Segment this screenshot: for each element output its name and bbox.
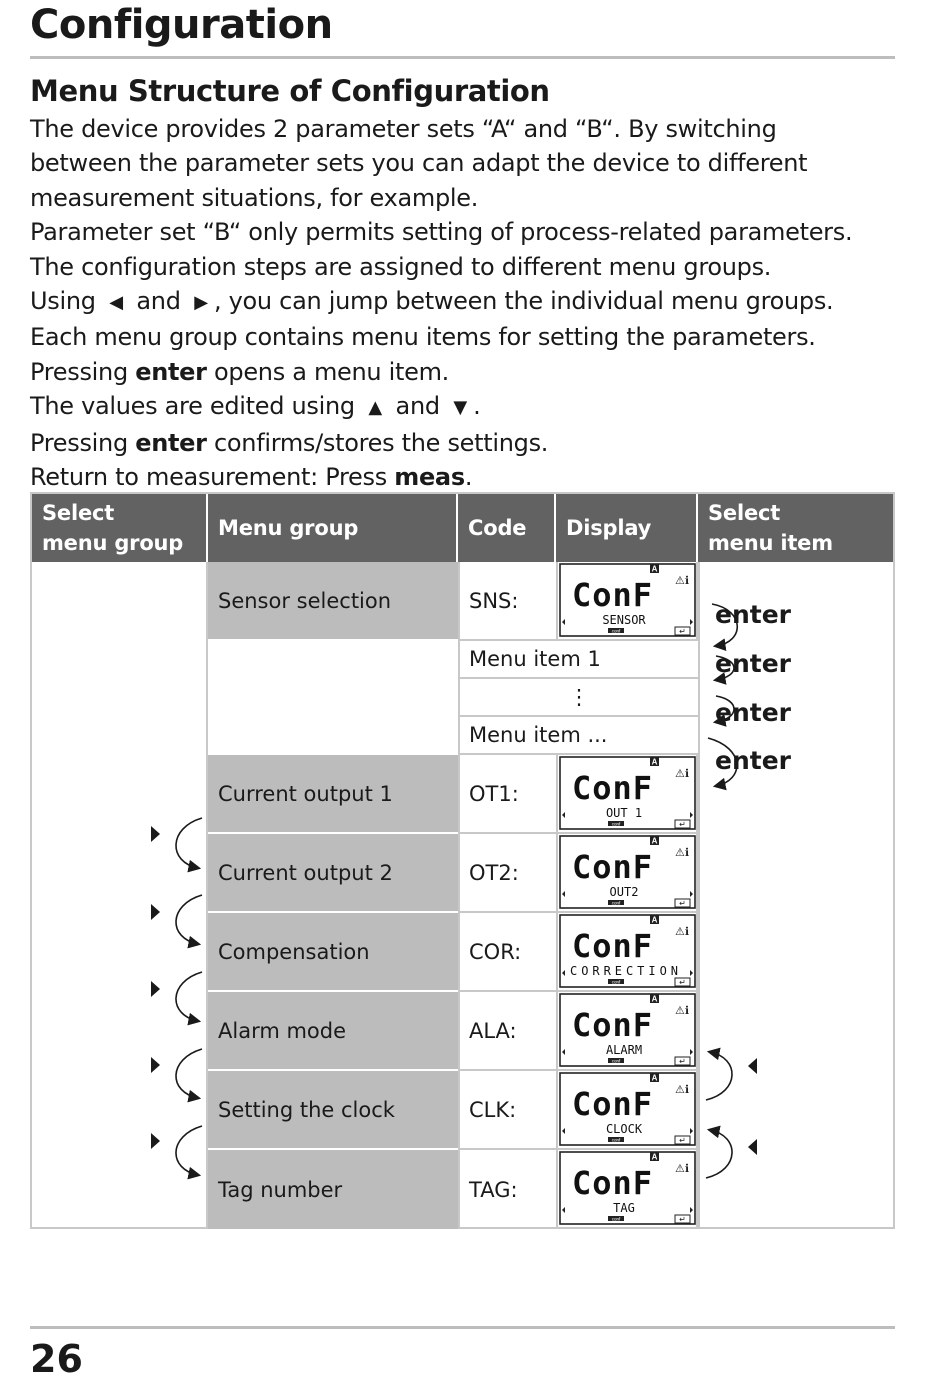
curved-down-arrow-icon xyxy=(176,895,202,944)
text-span: confirms/stores the settings. xyxy=(206,428,549,457)
curved-down-arrow-icon xyxy=(176,972,202,1021)
menu-group-cell: Setting the clock xyxy=(208,1071,458,1150)
lcd-main-text: ConF xyxy=(572,1006,654,1044)
conf-mode-label: conf xyxy=(611,821,621,827)
warning-info-icon: ⚠ℹ xyxy=(674,1083,690,1096)
group-jump-arrows xyxy=(176,818,202,1175)
menu-item-1: Menu item 1 xyxy=(458,641,698,679)
paragraph-line: The device provides 2 parameter sets “A“ and “B“. By switching xyxy=(30,115,777,143)
enter-label: enter xyxy=(715,600,791,629)
menu-item-ellipsis: ⋮ xyxy=(458,679,698,717)
code-cell: OT1: xyxy=(458,755,556,834)
enter-key-icon: ↵ xyxy=(679,899,686,908)
page-title: Configuration xyxy=(30,2,333,48)
enter-arrows-group xyxy=(708,604,737,786)
right-key-icon xyxy=(151,1057,160,1073)
text-span: Pressing xyxy=(30,428,136,457)
menu-group-cell: Current output 2 xyxy=(208,834,458,913)
right-key-icon xyxy=(151,904,160,920)
text-span: . xyxy=(464,463,473,492)
lcd-sub-text: OUT2 xyxy=(609,885,639,899)
page-number: 26 xyxy=(30,1337,83,1381)
text-span: Pressing xyxy=(30,357,136,386)
lcd-sub-text: TAG xyxy=(613,1201,635,1215)
lcd-sub-text: OUT 1 xyxy=(605,806,643,820)
menu-group-cell: Alarm mode xyxy=(208,992,458,1071)
curved-down-arrow-icon xyxy=(176,1126,202,1175)
lcd-sub-text: SENSOR xyxy=(602,613,646,627)
enter-key-icon: ↵ xyxy=(679,1215,686,1224)
enter-key-icon: ↵ xyxy=(679,820,686,829)
header-code: Code xyxy=(456,494,556,562)
param-set-label: A xyxy=(651,1073,658,1083)
lcd-sub-text: CORRECTION xyxy=(570,964,678,978)
code-cell: SNS: xyxy=(458,562,556,641)
right-key-icon xyxy=(151,981,160,997)
lcd-main-text: ConF xyxy=(572,1164,654,1202)
right-key-icons xyxy=(151,826,160,1149)
right-key-icon xyxy=(151,826,160,842)
lcd-main-text: ConF xyxy=(572,769,654,807)
text-span: opens a menu item. xyxy=(206,357,450,386)
up-arrow-icon: ▲ xyxy=(368,397,382,419)
param-set-label: A xyxy=(651,836,658,846)
conf-mode-label: conf xyxy=(611,628,621,634)
right-arrow-icon: ▶ xyxy=(194,292,208,314)
menu-group-cell: Compensation xyxy=(208,913,458,992)
left-key-icon xyxy=(748,1139,757,1155)
menu-group-cell: Sensor selection xyxy=(208,562,458,641)
enter-key-icon: ↵ xyxy=(679,1057,686,1066)
lcd-main-text: ConF xyxy=(572,576,654,614)
conf-mode-label: conf xyxy=(611,979,621,985)
enter-label: enter xyxy=(715,649,791,678)
footer-divider xyxy=(30,1326,895,1329)
menu-item-last: Menu item ... xyxy=(458,717,698,755)
enter-key-icon: ↵ xyxy=(679,627,686,636)
lcd-sub-text: ALARM xyxy=(605,1043,643,1057)
code-cell: ALA: xyxy=(458,992,556,1071)
header-text: menu group xyxy=(42,531,184,555)
warning-info-icon: ⚠ℹ xyxy=(674,1004,690,1017)
enter-arrow-icon xyxy=(708,738,737,786)
enter-key-icon: ↵ xyxy=(679,978,686,987)
curved-down-arrow-icon xyxy=(176,1049,202,1098)
text-span: , you can jump between the individual menu groups. xyxy=(213,287,834,316)
text-span: . xyxy=(473,392,481,421)
enter-arrow-icon xyxy=(716,696,734,722)
text-span: The values are edited using xyxy=(30,392,355,421)
enter-key-label: enter xyxy=(135,428,207,457)
left-arrow-icon: ◀ xyxy=(109,292,123,314)
curved-up-arrow-icon xyxy=(706,1052,732,1100)
enter-arrow-icon xyxy=(712,604,737,646)
header-text: menu item xyxy=(708,531,833,555)
text-span: Return to measurement: Press xyxy=(30,463,395,492)
conf-mode-label: conf xyxy=(611,1058,621,1064)
enter-key-icon: ↵ xyxy=(679,1136,686,1145)
paragraph-line: The configuration steps are assigned to different menu groups. xyxy=(30,252,772,281)
meas-key-label: meas xyxy=(394,463,465,492)
enter-label: enter xyxy=(715,698,791,727)
group-return-arrows xyxy=(706,1052,732,1178)
paragraph-line: measurement situations, for example. xyxy=(30,183,479,212)
warning-info-icon: ⚠ℹ xyxy=(674,925,690,938)
text-span: and xyxy=(136,287,181,316)
code-cell: OT2: xyxy=(458,834,556,913)
warning-info-icon: ⚠ℹ xyxy=(674,1162,690,1175)
conf-mode-label: conf xyxy=(611,900,621,906)
warning-info-icon: ⚠ℹ xyxy=(674,767,690,780)
header-display: Display xyxy=(554,494,698,562)
left-key-icon xyxy=(748,1058,757,1074)
lcd-main-text: ConF xyxy=(572,848,654,886)
curved-down-arrow-icon xyxy=(176,818,202,868)
down-arrow-icon: ▼ xyxy=(453,397,467,419)
paragraph-line: between the parameter sets you can adapt the device to different xyxy=(30,149,808,178)
text-span: and xyxy=(395,392,440,421)
param-set-label: A xyxy=(651,757,658,767)
param-set-label: A xyxy=(651,564,658,574)
enter-label: enter xyxy=(715,746,791,775)
lcd-sub-text: CLOCK xyxy=(605,1122,643,1136)
text-span: Using xyxy=(30,287,96,316)
enter-arrow-icon xyxy=(716,656,734,680)
code-cell: CLK: xyxy=(458,1071,556,1150)
section-title: Menu Structure of Configuration xyxy=(30,74,550,108)
param-set-label: A xyxy=(651,994,658,1004)
menu-group-cell: Current output 1 xyxy=(208,755,458,834)
warning-info-icon: ⚠ℹ xyxy=(674,574,690,587)
param-set-label: A xyxy=(651,915,658,925)
lcd-main-text: ConF xyxy=(572,1085,654,1123)
header-menu-group: Menu group xyxy=(206,494,458,562)
code-cell: TAG: xyxy=(458,1150,556,1229)
header-text: Select xyxy=(708,501,781,525)
menu-group-cell: Tag number xyxy=(208,1150,458,1229)
header-text: Select xyxy=(42,501,115,525)
paragraph-line: Parameter set “B“ only permits setting of process-related parameters. xyxy=(30,218,853,247)
paragraph-line: Each menu group contains menu items for setting the parameters. xyxy=(30,323,816,352)
lcd-main-text: ConF xyxy=(572,927,654,965)
curved-up-arrow-icon xyxy=(706,1130,732,1178)
right-key-icon xyxy=(151,1133,160,1149)
conf-mode-label: conf xyxy=(611,1137,621,1143)
enter-key-label: enter xyxy=(135,357,207,386)
warning-info-icon: ⚠ℹ xyxy=(674,846,690,859)
code-cell: COR: xyxy=(458,913,556,992)
conf-mode-label: conf xyxy=(611,1216,621,1222)
left-key-icons xyxy=(748,1058,757,1155)
param-set-label: A xyxy=(651,1152,658,1162)
